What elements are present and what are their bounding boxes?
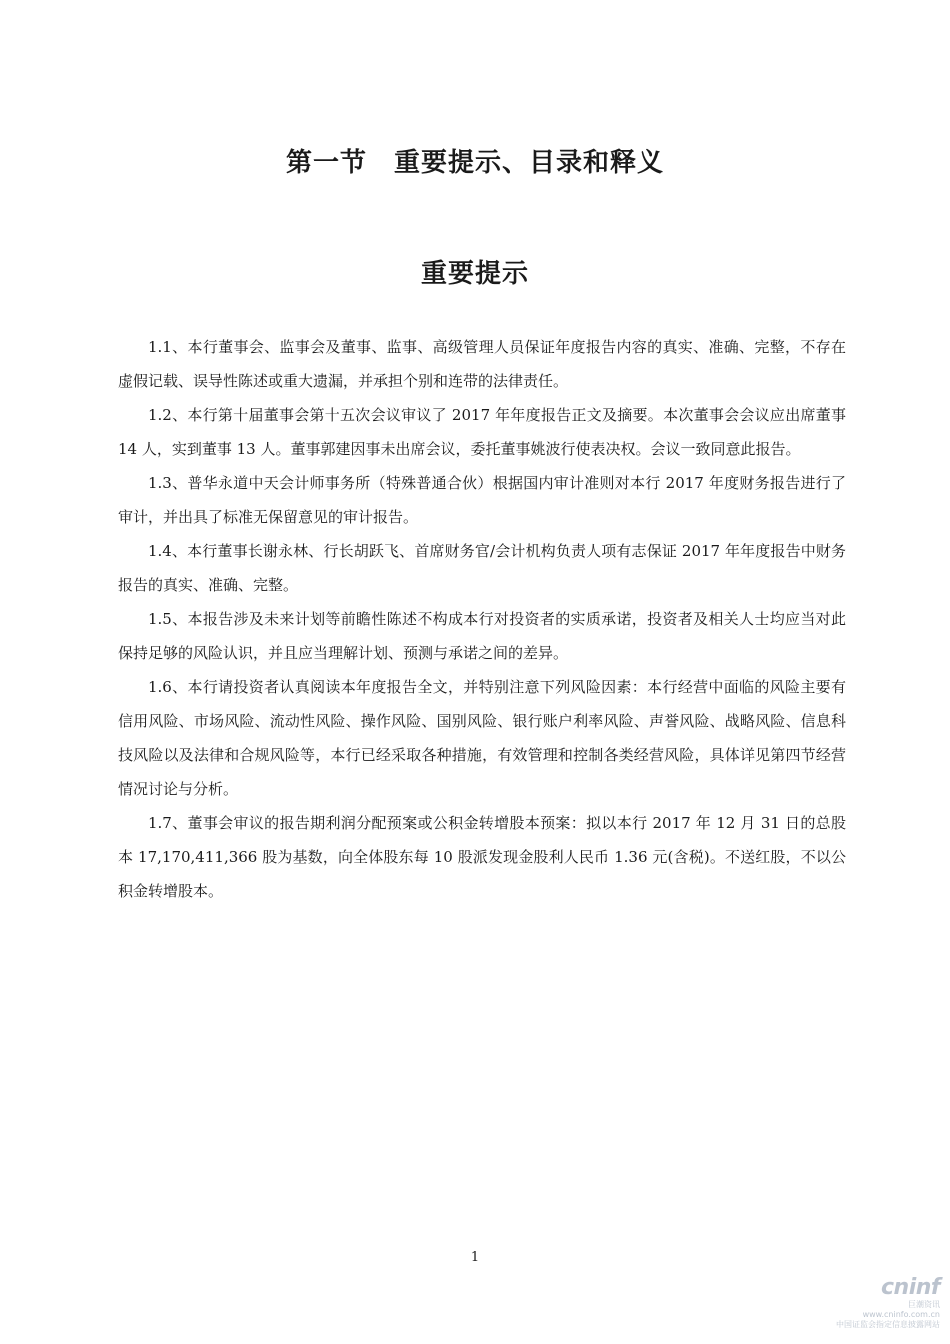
cninfo-watermark (820, 1276, 940, 1340)
cninfo-url: www.cninfo.com.cn (862, 1310, 940, 1319)
cninfo-caption: 中国证监会指定信息披露网站 (836, 1320, 940, 1329)
cninfo-logo: cninf (881, 1275, 940, 1300)
paragraph-1-3: 1.3、普华永道中天会计师事务所（特殊普通合伙）根据国内审计准则对本行 2017 年度财务报告进行了审计，并出具了标准无保留意见的审计报告。 (118, 474, 846, 526)
cninfo-name: 巨潮资讯 (908, 1300, 940, 1309)
notice-body (118, 330, 846, 908)
section-title: 第一节 重要提示、目录和释义 (285, 148, 664, 178)
paragraph-1-6: 1.6、本行请投资者认真阅读本年度报告全文，并特别注意下列风险因素：本行经营中面临的风险主要有信用风险、市场风险、流动性风险、操作风险、国别风险、银行账户利率风险、声誉风险、战略风险、信息科技风险以及法律和合规风险等，本行已经采取各种措施，有效管理和控制各类经营风险，具体详见第四节经营情况讨论与分析。 (118, 678, 846, 798)
paragraph-1-5: 1.5、本报告涉及未来计划等前瞻性陈述不构成本行对投资者的实质承诺，投资者及相关人士均应当对此保持足够的风险认识，并且应当理解计划、预测与承诺之间的差异。 (118, 610, 846, 662)
paragraph-1-4: 1.4、本行董事长谢永林、行长胡跃飞、首席财务官/会计机构负责人项有志保证 2017 年年度报告中财务报告的真实、准确、完整。 (118, 542, 846, 594)
page-number: 1 (470, 1250, 480, 1265)
paragraph-1-2: 1.2、本行第十届董事会第十五次会议审议了 2017 年年度报告正文及摘要。本次董事会会议应出席董事 14 人，实到董事 13 人。董事郭建因事未出席会议，委托董事姚波行使表决权。会议一致同意此报告。 (118, 406, 846, 458)
paragraph-1-1: 1.1、本行董事会、监事会及董事、监事、高级管理人员保证年度报告内容的真实、准确、完整，不存在虚假记载、误导性陈述或重大遗漏，并承担个别和连带的法律责任。 (118, 338, 846, 390)
sub-title: 重要提示 (420, 259, 529, 289)
paragraph-1-7: 1.7、董事会审议的报告期利润分配预案或公积金转增股本预案：拟以本行 2017 年 12 月 31 日的总股本 17,170,411,366 股为基数，向全体股东每 10 股派发现金股利人民币 1.36 元(含税)。不送红股，不以公积金转增股本。 (118, 814, 846, 900)
